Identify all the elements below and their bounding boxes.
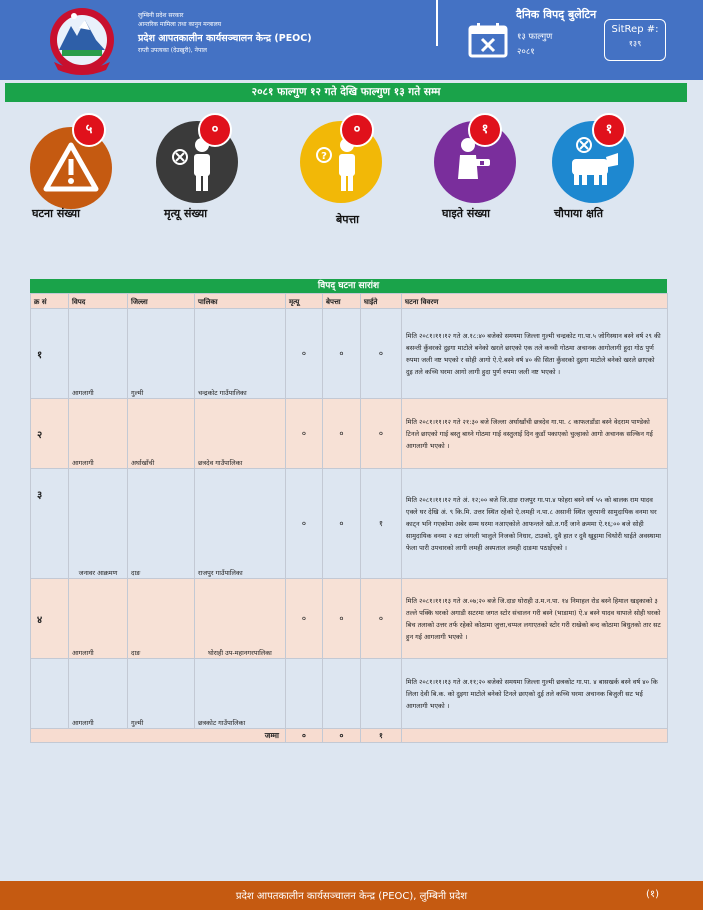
stat-badge: १: [468, 113, 502, 147]
stat-label: मृत्यू संख्या: [164, 207, 208, 220]
government-text: [138, 11, 312, 55]
date-range-bar: २०८१ फाल्गुण १२ गते देखि फाल्गुण १३ गते सम्म: [5, 83, 687, 102]
total-empty: [402, 729, 668, 743]
row-injured: ०: [361, 399, 402, 469]
stat-label: घटना संख्या: [32, 207, 80, 220]
row-injured: ०: [361, 579, 402, 659]
row-palika: छत्रकोट गाउँपालिका: [195, 659, 286, 729]
row-dead: ०: [286, 579, 323, 659]
row-description: मिति २०८१।११।१३ गते अ.०७;२० बजे जि.दाङ घोराही उ.म.न.पा. १४ निमाहल रोड बस्ने हिमाल खड्काको ३ तल्ले पक्कि घरको अगाडी सटरमा जगत स्टोर संचालन गरी बस्ने (भाडामा) ऐ.४ बस्ने यादव थापाले सोही घरको बिच तलाको उत्तर तर्फ रहेको कोठामा जुत्ता,चप्पल लगाएतको स्टोर गरी राखेको बन्द कोठामा बिधुतको तार सट हुन गई आगलागी भएको ।: [402, 579, 668, 659]
row-district: दाङ: [128, 579, 195, 659]
row-dead: ०: [286, 469, 323, 579]
header-cell: जिल्ला: [128, 294, 195, 309]
stat-injured: [434, 113, 554, 223]
bulletin-date: [517, 30, 552, 60]
table-total-row: [31, 729, 668, 743]
header-cell: घाईते: [361, 294, 402, 309]
header-cell: घटना विवरण: [402, 294, 668, 309]
bulletin-title: दैनिक विपद् बुलेटिन: [516, 8, 597, 21]
row-hazard: आगलागी: [69, 309, 128, 399]
table-row: [31, 659, 668, 729]
row-injured: [361, 659, 402, 729]
sitrep-label: SitRep #:: [611, 24, 659, 35]
svg-text:?: ?: [321, 151, 327, 162]
sitrep-box: [604, 19, 666, 61]
header-divider: [436, 0, 438, 46]
row-district: अर्घाखाँची: [128, 399, 195, 469]
row-description: मिति २०८१।११।१२ गते अ.१८:४० बजेको समयमा जिल्ला गुल्मी चन्द्रकोट गा.पा.५ जोगिस्थान बस्ने वर्ष २९ की बसन्ती कुँवरको दुइगा माटोले बनेको खरले छाएको एक तले कच्ची गोठमा अचानक आगोलागी हुदा गोठ पुर्ण रुपमा जली नष्ट भएको र सोही आगो ऐ.ऐ.बस्ने वर्ष ४० की सिता कुँवरको दुइगा माटोले बनेको खरले छाएको दुइ तले कच्चि घरमा आगो लागी हुदा पुर्ण रुपमा जली नष्ट भएको ।: [402, 309, 668, 399]
header-cell: पालिका: [195, 294, 286, 309]
nepal-emblem-icon: [44, 6, 120, 78]
row-sn: १: [31, 309, 69, 399]
row-sn: [31, 659, 69, 729]
stat-badge: ५: [72, 113, 106, 147]
row-sn: २: [31, 399, 69, 469]
gov-line-1: लुम्बिनी प्रदेश सरकार: [138, 12, 184, 19]
table-row: [31, 399, 668, 469]
table-row: [31, 309, 668, 399]
row-hazard: आगलागी: [69, 659, 128, 729]
row-description: मिति २०८१।११।१२ गते अं. १२;०० बजे जि.दाङ राजपुर गा.पा.४ फोहरा बस्ने वर्ष ५५ को बालक राम यादव एक्ले घर देखि अं. ९ कि.मि. उत्तर स्थित रहेको ऐ.लमही न.पा.८ असानी स्थित जुरपानी सामुदायिक वनमा घर काट्न भनि गएकोमा अबेर सम्म घरमा नआएकोले आफन्तले खो.त.गर्दै जाने क्रममा ऐ.१६;०० बजे सोही सामुदायिक वनमा २ वटा जंगली भालुले निजको निधार, टाउको, दुवै हात र दुवै खुट्टामा चिथोरी घाईते अवस्थामा फेला पारी उपचारको लागी लमही अस्पताल लमही दाङमा पठाईएको ।: [402, 469, 668, 579]
stat-label: चौपाया क्षति: [554, 207, 603, 220]
footer-text: प्रदेश आपतकालीन कार्यसञ्चालन केन्द्र (PEOC), लुम्बिनी प्रदेश: [235, 891, 468, 902]
row-missing: ०: [323, 309, 361, 399]
row-missing: [323, 659, 361, 729]
total-label: जम्मा: [31, 729, 286, 743]
header-cell: क्र सं: [31, 294, 69, 309]
row-palika: छत्रदेव गाउँपालिका: [195, 399, 286, 469]
row-sn: ३: [31, 469, 69, 579]
header-banner: [0, 0, 703, 80]
stat-missing: [300, 113, 420, 228]
bulletin-date-day: १३ फाल्गुण: [517, 32, 553, 42]
row-missing: ०: [323, 579, 361, 659]
header-cell: मृत्यू: [286, 294, 323, 309]
row-description: मिति २०८१।११।१३ गते अ.११;२० बजेको समयमा जिल्ला गुल्मी छत्रकोट गा.पा. ४ बासखर्क बस्ने वर्ष ४० कि लिला देवी बि.क. को दुइगा माटोले बनेको टिनले छाएको दुई तले कच्चि घरमा अचानक बिजुली सट भई आगलागी भएको ।: [402, 659, 668, 729]
row-sn: ४: [31, 579, 69, 659]
footer-bar: [0, 881, 703, 910]
center-address: राप्ती उपत्यका (देउखुरी), नेपाल: [138, 47, 207, 54]
table-row: [31, 469, 668, 579]
row-palika: चन्द्रकोट गाउँपालिका: [195, 309, 286, 399]
stat-livestock-loss: [552, 113, 672, 223]
row-dead: ०: [286, 399, 323, 469]
row-injured: ०: [361, 309, 402, 399]
sitrep-number: १३९: [628, 39, 642, 48]
stat-incidents: [30, 113, 150, 223]
row-district: गुल्मी: [128, 659, 195, 729]
total-missing: ०: [323, 729, 361, 743]
row-hazard: जनावर आक्रमण: [69, 469, 128, 579]
total-injured: १: [361, 729, 402, 743]
row-palika: राजपुर गाउँपालिका: [195, 469, 286, 579]
stat-badge: १: [592, 113, 626, 147]
stat-deaths: [156, 113, 276, 223]
stat-label: घाइते संख्या: [442, 207, 490, 220]
row-hazard: आगलागी: [69, 399, 128, 469]
calendar-icon: [468, 22, 508, 58]
row-palika: घोराही उप-महानगरपालिका: [195, 579, 286, 659]
page-number: (१): [646, 889, 660, 900]
row-hazard: आगलागी: [69, 579, 128, 659]
row-missing: ०: [323, 469, 361, 579]
row-dead: [286, 659, 323, 729]
header-cell: बेपत्ता: [323, 294, 361, 309]
summary-title: विपद् घटना सारांश: [30, 279, 667, 293]
total-dead: ०: [286, 729, 323, 743]
stat-badge: ०: [340, 113, 374, 147]
bulletin-date-year: २०८१: [517, 47, 535, 57]
row-district: गुल्मी: [128, 309, 195, 399]
row-missing: ०: [323, 399, 361, 469]
gov-line-2: आन्तरिक मामिला तथा कानुन मन्त्रालय: [138, 21, 222, 28]
stat-badge: ०: [198, 113, 232, 147]
row-description: मिति २०८१।११।१२ गते २१:३० बजे जिल्ला अर्घाखाँची छत्रदेव गा.पा. ८ काफलडाँडा बस्ने वेदराम पाण्डेको टिनले छाएको गाई बस्तु बाध्ने गोठमा गाई वस्तुलाई दिन कुडाँ पकाएको चुल्हाको आगो अचानक सल्किन गई आगलागी भएको ।: [402, 399, 668, 469]
stat-label: बेपत्ता: [336, 213, 359, 226]
center-name: प्रदेश आपतकालीन कार्यसञ्चालन केन्द्र (PEOC): [138, 33, 312, 44]
table-header-row: [31, 294, 668, 309]
incident-summary-table: [30, 293, 668, 743]
row-dead: ०: [286, 309, 323, 399]
table-row: [31, 579, 668, 659]
header-cell: विपद: [69, 294, 128, 309]
row-district: दाङ: [128, 469, 195, 579]
row-injured: १: [361, 469, 402, 579]
